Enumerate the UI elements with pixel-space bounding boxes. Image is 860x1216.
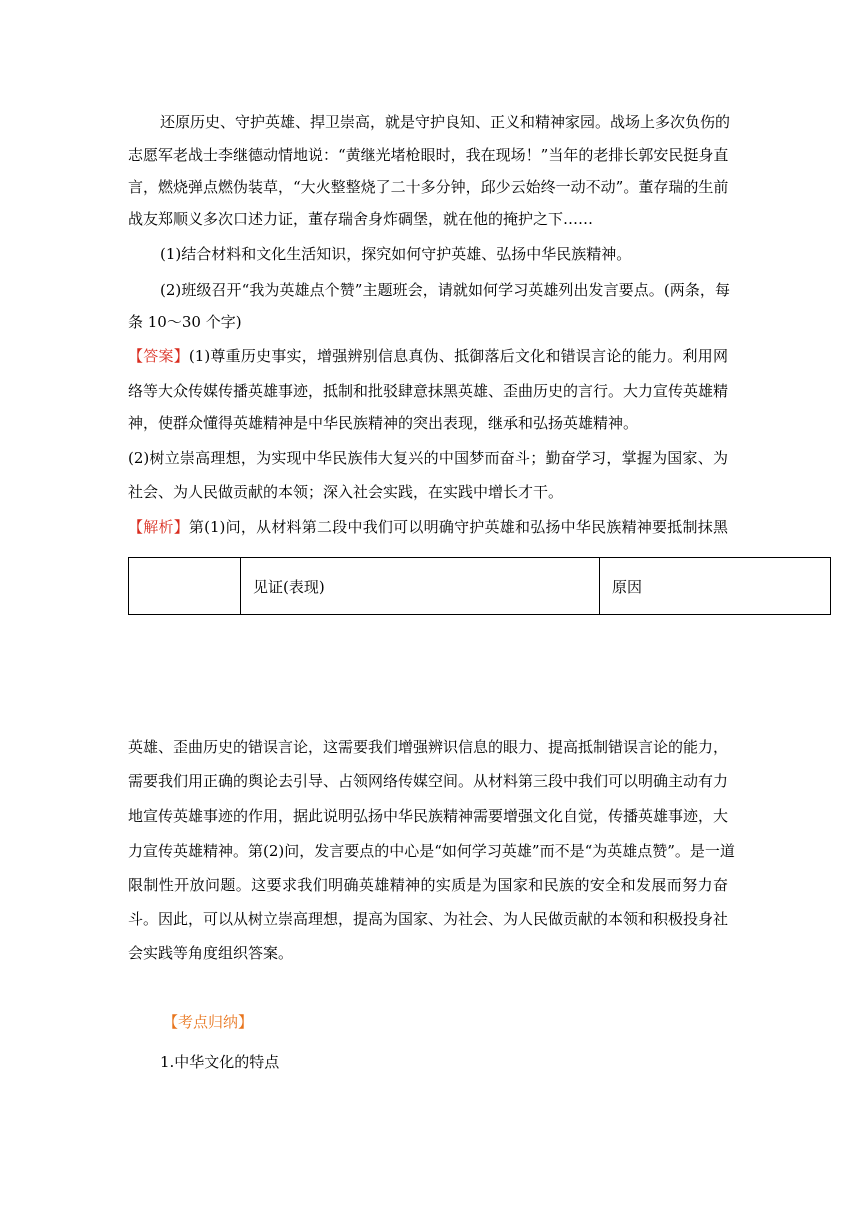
analysis-cont-line-7: 会实践等角度组织答案。 xyxy=(128,944,294,962)
analysis-cont-line-5: 限制性开放问题。这要求我们明确英雄精神的实质是为国家和民族的安全和发展而努力奋 xyxy=(128,876,728,894)
answer-text-1: (1)尊重历史事实，增强辨别信息真伪、抵御落后文化和错误言论的能力。利用网 xyxy=(188,347,728,365)
question-1: (1)结合材料和文化生活知识，探究如何守护英雄、弘扬中华民族精神。 xyxy=(160,245,632,263)
question-2-line-2: 条 10～30 个字) xyxy=(128,313,242,331)
table-header-reason: 原因 xyxy=(600,558,831,615)
material-line-2: 志愿军老战士李继德动情地说：“黄继光堵枪眼时，我在现场！”当年的老排长郭安民挺身直 xyxy=(128,146,729,164)
answer-line-4: (2)树立崇高理想，为实现中华民族伟大复兴的中国梦而奋斗；勤奋学习，掌握为国家、为 xyxy=(128,449,728,467)
material-line-3: 言，燃烧弹点燃伪装草，“大火整整烧了二十多分钟，邱少云始终一动不动”。董存瑞的生前 xyxy=(128,178,729,196)
analysis-cont-line-2: 需要我们用正确的舆论去引导、占领网络传媒空间。从材料第三段中我们可以明确主动有力 xyxy=(128,772,729,790)
analysis-cont-line-4: 力宣传英雄精神。第(2)问，发言要点的中心是“如何学习英雄”而不是“为英雄点赞”。是一道 xyxy=(128,842,735,860)
answer-line-3: 神，使群众懂得英雄精神是中华民族精神的突出表现，继承和弘扬英雄精神。 xyxy=(128,414,639,432)
analysis-cont-line-3: 地宣传英雄事迹的作用，据此说明弘扬中华民族精神需要增强文化自觉，传播英雄事迹，大 xyxy=(128,807,729,825)
analysis-text-1: 第(1)问，从材料第二段中我们可以明确守护英雄和弘扬中华民族精神要抵制抹黑 xyxy=(188,518,728,536)
analysis-line-1 xyxy=(128,517,728,537)
section-heading: 【考点归纳】 xyxy=(163,1013,254,1031)
section-item-1: 1.中华文化的特点 xyxy=(160,1053,280,1071)
answer-line-5: 社会、为人民做贡献的本领；深入社会实践，在实践中增长才干。 xyxy=(128,483,564,501)
table-cell-empty xyxy=(129,558,241,615)
analysis-label: 【解析】 xyxy=(128,518,189,536)
answer-label: 【答案】 xyxy=(128,347,189,365)
question-2-line-1: (2)班级召开“我为英雄点个赞”主题班会，请就如何学习英雄列出发言要点。(两条，每 xyxy=(160,281,730,299)
answer-line-2: 络等大众传媒传播英雄事迹，抵制和批驳肆意抹黑英雄、歪曲历史的言行。大力宣传英雄精 xyxy=(128,382,729,400)
material-line-1: 还原历史、守护英雄、捍卫崇高，就是守护良知、正义和精神家园。战场上多次负伤的 xyxy=(160,113,731,131)
analysis-cont-line-1: 英雄、歪曲历史的错误言论，这需要我们增强辨识信息的眼力、提高抵制错误言论的能力， xyxy=(128,738,729,756)
table-row xyxy=(129,558,831,615)
material-line-4: 战友郑顺义多次口述力证，董存瑞舍身炸碉堡，就在他的掩护之下…… xyxy=(128,210,594,228)
analysis-cont-line-6: 斗。因此，可以从树立崇高理想，提高为国家、为社会、为人民做贡献的本领和积极投身社 xyxy=(128,910,729,928)
table-header-witness: 见证(表现) xyxy=(241,558,600,615)
witness-table xyxy=(128,557,831,615)
answer-line-1 xyxy=(128,346,728,366)
